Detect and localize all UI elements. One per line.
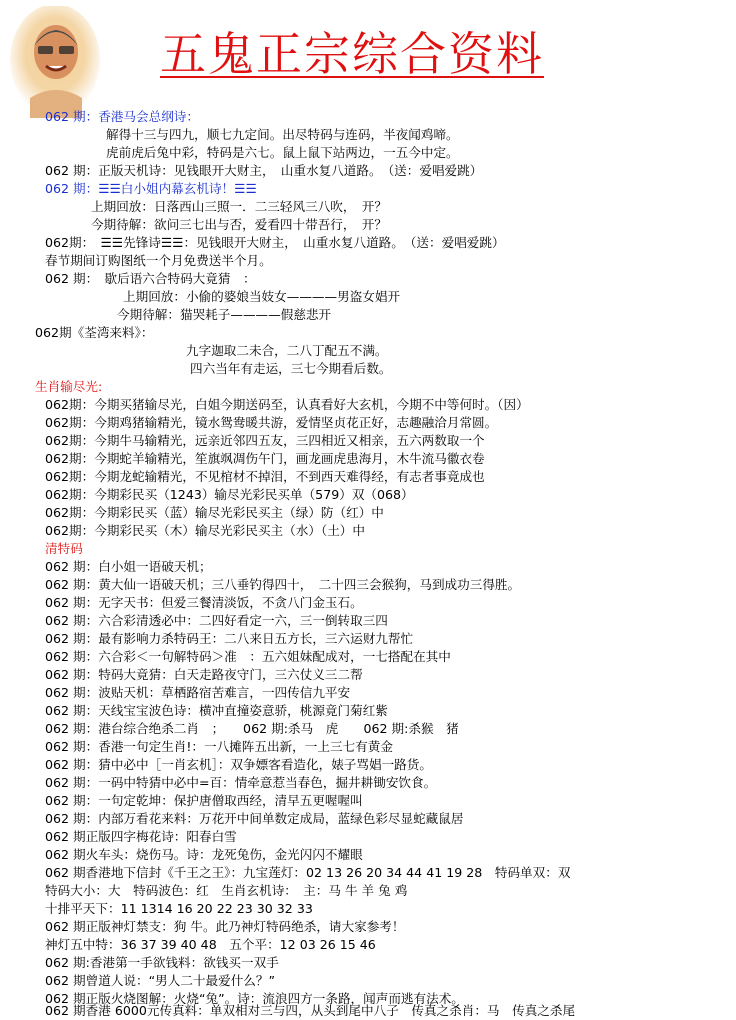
text-line: 062 期正版四字梅花诗：阳春白雪 — [45, 829, 237, 844]
text-line: 062 期曾道人说：“男人二十最爱什么？” — [45, 973, 275, 988]
text-line: 062 期香港地下信封《千王之王》：九宝莲灯：02 13 26 20 34 44 41 19 28 特码单双：双 — [45, 865, 571, 880]
text-line: 生肖输尽光: — [35, 379, 103, 394]
text-line: 虎前虎后兔中彩，特码是六七。鼠上鼠下站两边，一五今中定。 — [106, 145, 459, 160]
text-line: 062 期：黄大仙一语破天机；三八垂钓得四十， 二十四三会猴狗，马到成功三得胜。 — [45, 577, 521, 592]
text-line: 062 期：六合彩＜一句解特码＞准 ：五六姐妹配成对，一七搭配在其中 — [45, 649, 451, 664]
text-line: 062期：今期彩民买（1243）输尽光彩民买单（579）双（068） — [45, 487, 414, 502]
text-line: 062 期：猜中必中［一肖玄机］：双争嫖客看造化，婊子骂娼一路货。 — [45, 757, 432, 772]
text-line: 九字迦取二未合，二八丁配五不满。 — [186, 343, 388, 358]
text-line: 062 期：正版天机诗：见钱眼开大财主， 山重水复八道路。 （送：爱唱爱跳） — [45, 163, 483, 178]
text-line: 062 期：特码大竟猜：白天走路夜守门，三六仗义三二帮 — [45, 667, 363, 682]
text-line: 十排平天下：11 1314 16 20 22 23 30 32 33 — [45, 901, 313, 916]
text-line: 神灯五中特：36 37 39 40 48 五个平：12 03 26 15 46 — [45, 937, 376, 952]
text-line: 062 期：内部万看花来料：万花开中间单数定成局，蓝绿色彩尽显蛇藏鼠居 — [45, 811, 464, 826]
text-line: 062期《荃湾来料》： — [35, 325, 154, 340]
text-line: 062期：今期彩民买（蓝）输尽光彩民买主（绿）防（红）中 — [45, 505, 384, 520]
text-line: 062 期：港台综合绝杀二肖 ； 062 期:杀马 虎 062 期:杀猴 猪 — [45, 721, 459, 736]
page-title: 五鬼正宗综合资料 — [160, 27, 544, 81]
text-line: 062 期火车头：烧伤马。诗：龙死兔伤，金光闪闪不耀眼 — [45, 847, 363, 862]
text-line: 062 期：香港一句定生肖!：一八摊阵五出新，一上三七有黄金 — [45, 739, 393, 754]
text-line: 四六当年有走运，三七今期看后数。 — [190, 361, 392, 376]
text-line: 062 期：最有影响力杀特码王：二八来日五方长，三六运财九帮忙 — [45, 631, 414, 646]
text-line: 062 期：波贴天机：草栖路宿苦难言，一四传信九平安 — [45, 685, 351, 700]
text-line: 今期待解：猫哭耗子————假慈悲开 — [117, 307, 332, 322]
text-line: 特码大小：大 特码波色：红 生肖玄机诗： 主：马 牛 羊 兔 鸡 — [45, 883, 408, 898]
text-line: 062 期：☰☰白小姐内幕玄机诗！☰☰ — [45, 181, 257, 196]
text-line: 解得十三与四九，顺七九定间。出尽特码与连码，半夜闻鸡啼。 — [106, 127, 459, 142]
text-line: 清特码 — [45, 541, 83, 556]
text-line: 062 期正版神灯禁支：狗 牛。此乃神灯特码绝杀，请大家参考！ — [45, 919, 405, 934]
text-line: 062 期：无字天书：但爱三餐清淡饭，不贪八门金玉石。 — [45, 595, 363, 610]
text-line: 062期： ☰☰先锋诗☰☰：见钱眼开大财主， 山重水复八道路。 （送：爱唱爱跳） — [45, 235, 505, 250]
text-line: 062 期：天线宝宝波色诗：横冲直撞姿意骄，桃源竟门菊红紫 — [45, 703, 388, 718]
text-line: 上期回放：日落西山三照一．二三轻风三八吹， 开？ — [91, 199, 387, 214]
text-line: 062期：今期彩民买（木）输尽光彩民买主（水）（土）中 — [45, 523, 365, 538]
text-line: 062 期： 歇后语六合特码大竟猜 ： — [45, 271, 256, 286]
text-line: 062 期正版火烧图解：火烧“兔”。诗：流浪四方一条路，闻声而逃有法术。 — [45, 991, 464, 1006]
text-line: 062 期香港 6000元传真料：单双相对三与四，从头到尾中八子 传真之杀肖：马 传真之杀尾 — [45, 1003, 576, 1018]
text-line: 062 期:香港第一手欲钱料：欲钱买一双手 — [45, 955, 279, 970]
text-line: 062期：今期蛇羊输精光，笙旗飒凋伤午门，画龙画虎患海月，木牛流马徽衣卷 — [45, 451, 485, 466]
text-line: 062 期：一句定乾坤：保护唐僧取西经，清早五更喔喔叫 — [45, 793, 363, 808]
text-line: 上期回放：小偷的婆娘当妓女————男盗女娼开 — [123, 289, 401, 304]
text-line: 062 期：六合彩清透必中：二四好看定一六，三一倒转取三四 — [45, 613, 388, 628]
text-line: 062期：今期牛马输精光，远亲近邻四五友，三四相近又相亲，五六两数取一个 — [45, 433, 485, 448]
text-line: 062期：今期龙蛇输精光，不见棺材不掉泪，不到西天难得经，有志者事竟成也 — [45, 469, 485, 484]
text-line: 062 期：香港马会总纲诗： — [45, 109, 199, 124]
text-line: 062期：今期鸡猪输精光，镜水鸳鸯暖共游，爱情坚贞花正好，志趣融洽月常圆。 — [45, 415, 498, 430]
text-line: 062 期：一码中特猜中必中=百：情牵意惹当春色，掘井耕锄安饮食。 — [45, 775, 437, 790]
text-line: 春节期间订购图纸一个月免费送半个月。 — [45, 253, 272, 268]
text-line: 062 期：白小姐一语破天机； — [45, 559, 212, 574]
text-line: 今期待解：欲问三七出与否，爱看四十带吾行， 开？ — [91, 217, 387, 232]
text-line: 062期：今期买猪输尽光，白姐今期送码至，认真看好大玄机，今期不中等何时。（因） — [45, 397, 529, 412]
